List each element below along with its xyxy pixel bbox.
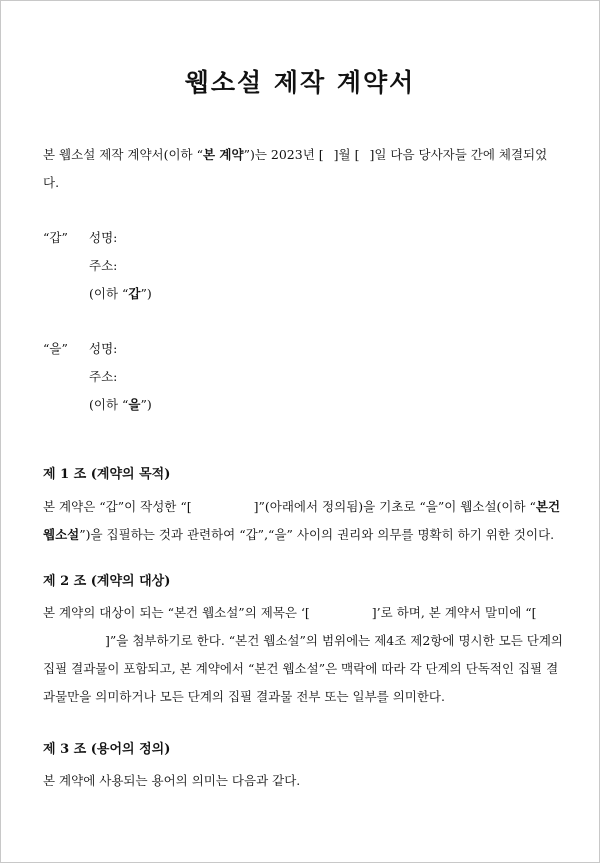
party-b-label: “을” — [43, 341, 68, 356]
party-a-label: “갑” — [43, 230, 68, 245]
party-a-name-label: 성명: — [89, 230, 118, 245]
article-1-paragraph: 본 계약은 “갑”이 작성한 “[ ]”(아래에서 정의됨)을 기초로 “을”이 웹소설(이하 “본건 웹소설”)을 집필하는 것과 관련하여 “갑”,“을” 사이의 권리와 의무를 명확히 하기 위한 것이다. — [43, 499, 561, 542]
party-b-name-label: 성명: — [89, 341, 118, 356]
party-a-address-label: 주소: — [89, 258, 118, 273]
party-b-alias: (이하 “을”) — [89, 397, 152, 412]
article-3-heading: 제 3 조 (용어의 정의) — [43, 742, 171, 757]
article-2-heading: 제 2 조 (계약의 대상) — [43, 574, 171, 589]
article-1-heading: 제 1 조 (계약의 목적) — [43, 467, 171, 482]
party-b-address-label: 주소: — [89, 369, 118, 384]
article-2-paragraph: 본 계약의 대상이 되는 “본건 웹소설”의 제목은 ‘[ ]’로 하며, 본 계약서 말미에 “[]”을 첨부하기로 한다. “본건 웹소설”의 범위에는 제4조 제2항에 명시한 모든 단계의 집필 결과물이 포함되고, 본 계약에서 “본건 웹소설”은 맥락에 따라 각 단계의 단독적인 집필 결과물만을 의미하거나 모든 단계의 집필 결과물 전부 또는 일부를 의미한다. — [43, 605, 563, 704]
party-a-alias: (이하 “갑”) — [89, 286, 152, 301]
document-title: 웹소설 제작 계약서 — [184, 68, 416, 97]
article-3-paragraph: 본 계약에 사용되는 용어의 의미는 다음과 같다. — [43, 773, 301, 788]
intro-paragraph: 본 웹소설 제작 계약서(이하 “본 계약”)는 2023년 [ ]월 [ ]일 다음 당사자들 간에 체결되었다. — [43, 147, 548, 190]
